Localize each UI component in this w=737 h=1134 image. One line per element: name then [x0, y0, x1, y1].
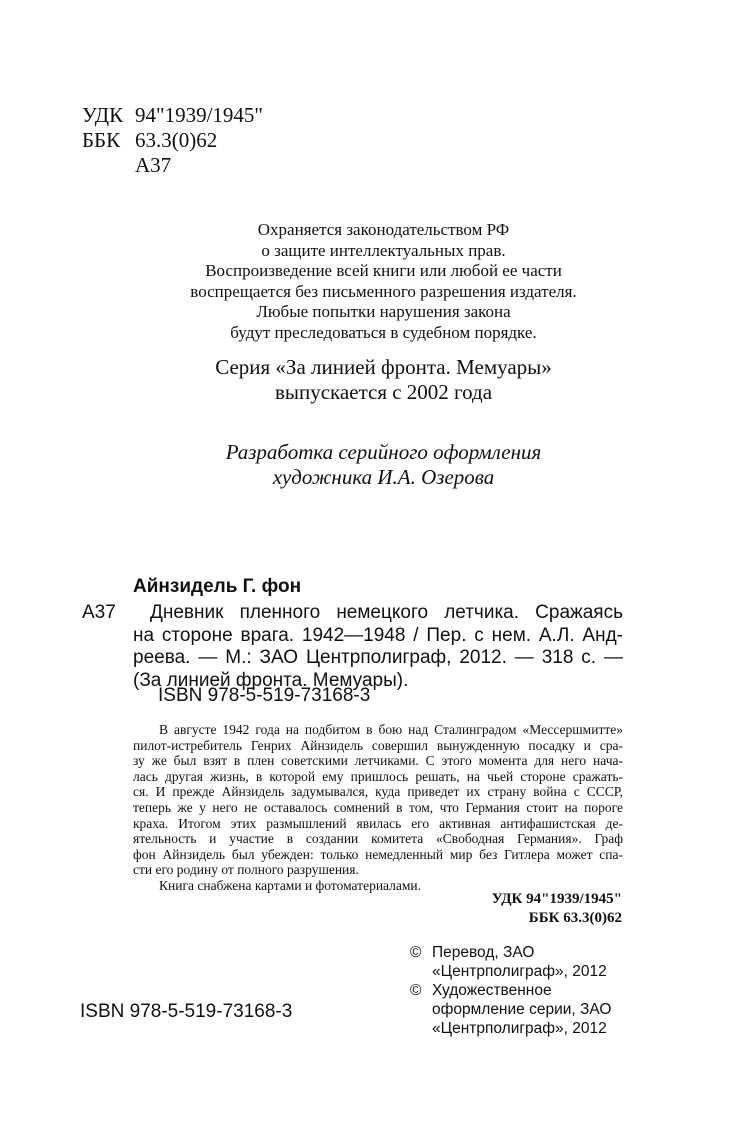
annotation-line: ятельность и участие в создании комитета «Свободная Германия». Граф — [133, 831, 623, 847]
legal-notice — [0, 220, 737, 343]
udk-value: 94"1939/1945" — [135, 103, 263, 127]
udk-bottom: УДК 94"1939/1945" — [491, 891, 622, 907]
series-line: выпускается с 2002 года — [274, 380, 493, 404]
notice-line: воспрещается без письменного разрешения издателя. — [190, 281, 577, 301]
design-line: Разработка серийного оформления — [225, 440, 542, 464]
copyright-line: оформление серии, ЗАО — [432, 1001, 612, 1018]
entry-line: реева. — М.: ЗАО Центрполиграф, 2012. — 318 с. — — [133, 647, 623, 668]
udk-row — [82, 103, 263, 128]
series-line: Серия «За линией фронта. Мемуары» — [215, 355, 552, 379]
annotation-line: В августе 1942 года на подбитом в бою над Сталинградом «Мессершмитте» — [159, 722, 623, 737]
copyright-line: Перевод, ЗАО — [432, 944, 535, 961]
notice-line: Любые попытки нарушения закона — [256, 302, 511, 321]
annotation-line: краха. Итогом этих размышлений явилась его активная антифашистская де- — [133, 815, 623, 831]
annotation-line: Книга снабжена картами и фотоматериалами. — [159, 877, 422, 893]
catalog-codes — [82, 103, 263, 178]
annotation-line: фон Айнзидель был убежден: только немедленный мир без Гитлера может спа- — [133, 846, 623, 862]
annotation-line: сти его родину от полного разрушения. — [133, 862, 359, 878]
notice-line: Охраняется законодательством РФ — [257, 220, 510, 239]
copyright-line: Художественное — [432, 982, 552, 999]
notice-line: Воспроизведение всей книги или любой ее части — [205, 261, 562, 280]
copyright-block — [410, 943, 611, 1038]
annotation-line: лась другая жизнь, в которой ему пришлось решать, на чьей стороне сражать- — [133, 768, 623, 784]
bbk-label: ББК — [82, 128, 121, 152]
entry-author: Айнзидель Г. фон — [133, 576, 302, 597]
annotation-line: пилот-истребитель Генрих Айнзидель совершил вынужденную посадку и сра- — [133, 737, 623, 753]
author-mark: А37 — [135, 153, 172, 177]
design-line: художника И.А. Озерова — [272, 465, 495, 489]
annotation-line: теперь же у него не оставалось сомнений в том, что Германия стоит на пороге — [133, 799, 623, 815]
entry-line: на стороне врага. 1942—1948 / Пер. с нем. А.Л. Анд- — [133, 624, 623, 646]
entry-line: (За линией фронта. Мемуары). — [133, 669, 409, 691]
isbn-bottom: ISBN 978-5-519-73168-3 — [80, 1001, 293, 1022]
catalog-codes-bottom — [492, 890, 622, 928]
entry-code: А37 — [82, 602, 116, 623]
copyright-item — [410, 981, 611, 1038]
copyright-symbol: © — [410, 982, 422, 999]
bbk-row — [82, 128, 263, 153]
entry-isbn: ISBN 978-5-519-73168-3 — [158, 685, 371, 706]
entry-line: Дневник пленного немецкого летчика. Сражаясь — [150, 602, 623, 623]
entry-description — [133, 602, 623, 692]
copyright-symbol: © — [410, 944, 422, 961]
annotation — [133, 722, 623, 894]
notice-line: о защите интеллектуальных прав. — [261, 240, 506, 260]
annotation-line: ся. И прежде Айнзидель задумывался, куда приведет их страну война с СССР, — [133, 784, 623, 800]
notice-line: будут преследоваться в судебном порядке. — [230, 322, 537, 342]
copyright-item — [410, 943, 611, 981]
design-credit — [0, 440, 737, 490]
copyright-line: «Центрполиграф», 2012 — [432, 963, 607, 980]
bbk-bottom: ББК 63.3(0)62 — [528, 910, 622, 926]
copyright-line: «Центрполиграф», 2012 — [432, 1020, 607, 1037]
series-info — [0, 355, 737, 405]
udk-label: УДК — [82, 103, 124, 127]
annotation-line: зу же был взят в плен советскими летчиками. С этого момента для него нача- — [133, 753, 623, 769]
bbk-value: 63.3(0)62 — [135, 128, 218, 152]
